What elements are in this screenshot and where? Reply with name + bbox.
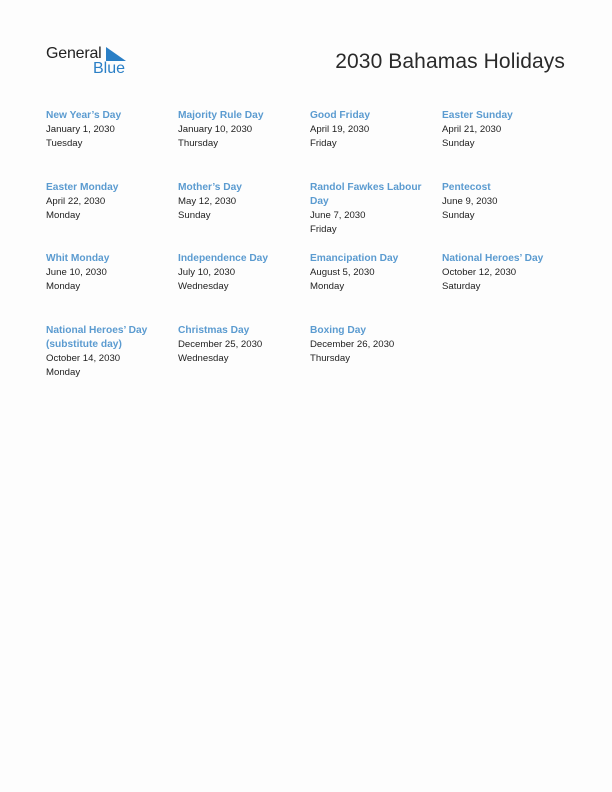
- holiday-item: [46, 181, 178, 252]
- holiday-weekday: Sunday: [442, 138, 475, 149]
- holiday-weekday: Monday: [46, 281, 81, 292]
- holiday-weekday: Thursday: [310, 353, 350, 364]
- logo-text-general: General: [46, 45, 102, 62]
- holiday-weekday: Saturday: [442, 281, 481, 292]
- logo-text-blue: Blue: [93, 60, 126, 77]
- holiday-item: [178, 109, 310, 181]
- page-title: 2030 Bahamas Holidays: [335, 50, 565, 73]
- holiday-item: [310, 252, 442, 324]
- holiday-date: January 10, 2030: [178, 124, 253, 135]
- holiday-item: [46, 252, 178, 324]
- holiday-grid: [46, 109, 574, 384]
- holiday-weekday: Friday: [310, 138, 337, 149]
- holiday-item: [442, 181, 574, 252]
- holiday-date: June 10, 2030: [46, 267, 107, 278]
- holiday-date: December 26, 2030: [310, 339, 395, 350]
- holiday-weekday: Monday: [46, 210, 81, 221]
- holiday-item: [310, 181, 442, 252]
- holiday-item: [178, 252, 310, 324]
- holiday-item: [442, 252, 574, 324]
- holiday-name: New Year’s Day: [46, 110, 122, 121]
- holiday-date: July 10, 2030: [178, 267, 236, 278]
- holiday-date: April 21, 2030: [442, 124, 502, 135]
- holiday-name: Emancipation Day: [310, 253, 399, 264]
- holiday-item: [310, 109, 442, 181]
- holiday-item: [178, 181, 310, 252]
- holiday-name: Mother’s Day: [178, 182, 242, 193]
- holiday-name: Christmas Day: [178, 325, 250, 336]
- holiday-name: National Heroes’ Day (substitute day): [46, 325, 148, 350]
- holiday-item: [46, 324, 178, 384]
- holiday-name: Boxing Day: [310, 325, 367, 336]
- holiday-date: June 9, 2030: [442, 196, 498, 207]
- holiday-weekday: Monday: [46, 367, 81, 378]
- holiday-weekday: Tuesday: [46, 138, 83, 149]
- holiday-name: National Heroes’ Day: [442, 253, 544, 264]
- holiday-item: [46, 109, 178, 181]
- holiday-date: October 12, 2030: [442, 267, 517, 278]
- holiday-date: October 14, 2030: [46, 353, 121, 364]
- holiday-item: [442, 109, 574, 181]
- holiday-name: Easter Monday: [46, 182, 119, 193]
- holiday-name: Easter Sunday: [442, 110, 513, 121]
- holiday-date: April 22, 2030: [46, 196, 106, 207]
- logo-triangle-icon: [106, 47, 126, 61]
- holiday-weekday: Sunday: [442, 210, 475, 221]
- holiday-weekday: Thursday: [178, 138, 218, 149]
- holiday-weekday: Friday: [310, 224, 337, 235]
- holiday-weekday: Wednesday: [178, 353, 229, 364]
- holiday-weekday: Monday: [310, 281, 345, 292]
- holiday-date: December 25, 2030: [178, 339, 263, 350]
- holiday-name: Randol Fawkes Labour Day: [310, 182, 422, 207]
- holiday-item: [310, 324, 442, 384]
- holiday-date: April 19, 2030: [310, 124, 370, 135]
- holiday-date: June 7, 2030: [310, 210, 366, 221]
- holiday-item: [178, 324, 310, 384]
- holiday-weekday: Sunday: [178, 210, 211, 221]
- holiday-name: Pentecost: [442, 182, 491, 193]
- holiday-date: August 5, 2030: [310, 267, 375, 278]
- holiday-name: Good Friday: [310, 110, 370, 121]
- generalblue-logo: [46, 45, 136, 79]
- holiday-name: Majority Rule Day: [178, 110, 264, 121]
- holiday-name: Whit Monday: [46, 253, 110, 264]
- holiday-name: Independence Day: [178, 253, 269, 264]
- holiday-date: May 12, 2030: [178, 196, 237, 207]
- holiday-weekday: Wednesday: [178, 281, 229, 292]
- holiday-date: January 1, 2030: [46, 124, 115, 135]
